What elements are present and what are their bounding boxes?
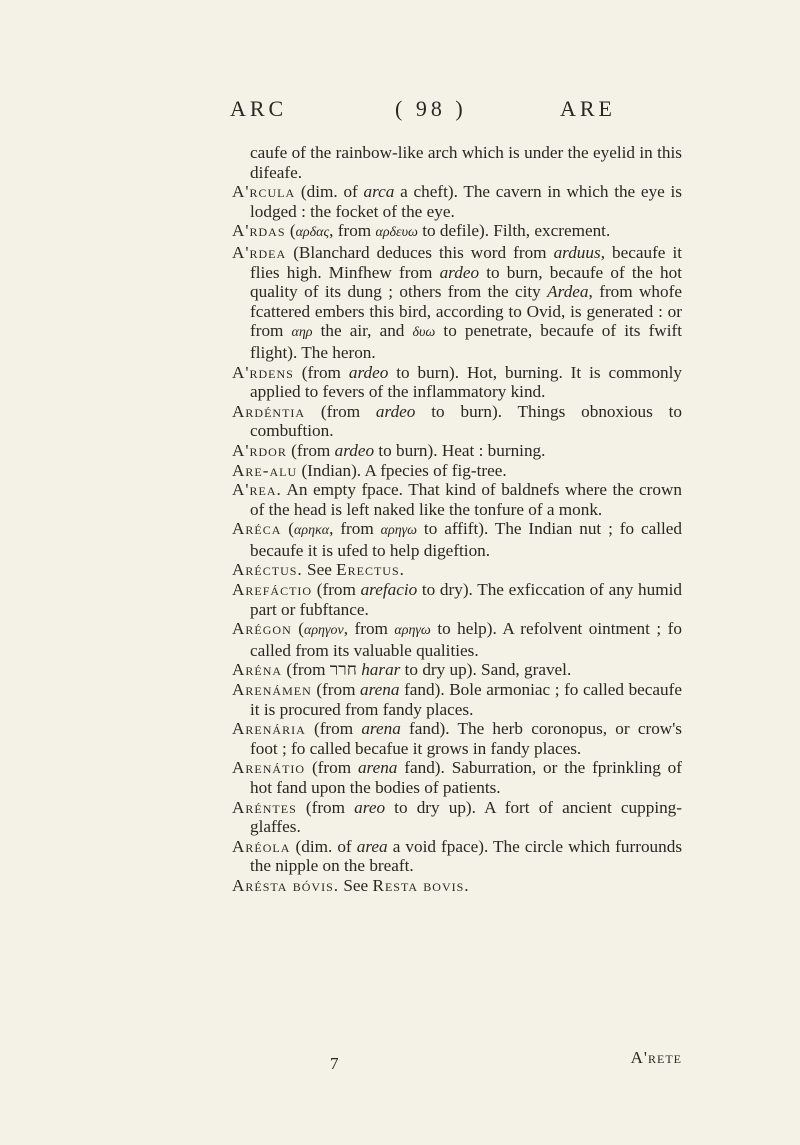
italic-term: area: [356, 836, 388, 856]
entry-text: to burn, becaufe of the hot quality of its dung ; others from the city: [250, 262, 682, 302]
greek-word: αρηγω: [380, 523, 418, 539]
italic-term: ardeo: [375, 401, 416, 421]
headword: A'rdea: [232, 242, 287, 262]
entry-text: See: [302, 560, 337, 580]
entry-ardentia: [232, 402, 682, 441]
hebrew-word: חרר: [329, 660, 357, 680]
entry-text: to defile). Filth, excrement.: [417, 221, 611, 241]
signature-mark: 7: [330, 1054, 339, 1073]
headword: Are-alu: [232, 460, 298, 480]
entry-aresta-bovis: [232, 876, 682, 896]
entry-text: (from: [293, 362, 349, 382]
headword: Arenátio: [232, 758, 306, 778]
entry-ardor: [232, 441, 682, 461]
headword: Aréola: [232, 836, 291, 856]
headword: Aréna: [232, 660, 283, 680]
italic-term: arca: [363, 182, 395, 202]
entry-text: (dim. of: [295, 182, 364, 202]
entry-text: to burn). Things obnoxious to combuftion.: [250, 401, 682, 441]
headword: Aréntes: [232, 797, 297, 817]
running-header: [230, 96, 670, 126]
entry-aregon: [232, 619, 682, 660]
entry-text: An empty fpace. That kind of baldnefs where the crown of the head is left naked like the tonfure of a monk.: [250, 480, 682, 519]
entry-text: , from: [329, 519, 381, 539]
headword: A'rcula: [232, 182, 296, 202]
greek-word: αρηγον: [303, 623, 344, 639]
entry-continuation: [232, 143, 682, 182]
entry-ardea: [232, 243, 682, 363]
entry-text: (from: [312, 580, 361, 600]
dictionary-entries: [232, 143, 682, 896]
page-footer: [232, 1048, 682, 1078]
entry-text: (from: [296, 797, 355, 817]
entry-arcula: [232, 182, 682, 221]
headword: Arésta bóvis.: [232, 875, 340, 895]
cross-reference: Erectus.: [336, 560, 405, 580]
entry-text: (from: [286, 440, 335, 460]
cross-reference: Resta bovis.: [372, 875, 470, 895]
entry-are-alu: [232, 461, 682, 481]
entry-ardens: [232, 363, 682, 402]
greek-word: αηρ: [291, 325, 313, 341]
entry-text: to burn). Hot, burning. It is commonly applied to fevers of the inflammatory kind.: [250, 362, 682, 402]
entry-areola: [232, 837, 682, 876]
headword: A'rdor: [232, 440, 287, 460]
entry-text: a cheft). The cavern in which the eye is lodged : the focket of the eye.: [250, 182, 682, 221]
headword: Aréca: [232, 519, 282, 539]
entry-text: , becaufe it flies high. Minfhew from: [250, 242, 682, 282]
entry-text: See: [339, 875, 373, 895]
italic-term: ardeo: [348, 362, 389, 382]
entry-text: (from: [311, 680, 361, 700]
entry-text: to affift). The Indian nut ; fo called becaufe it is ufed to help digeftion.: [250, 519, 682, 560]
entry-text: to penetrate, becaufe of its fwift flight). The heron.: [250, 321, 682, 362]
entry-arenamen: [232, 680, 682, 719]
entry-arefactio: [232, 580, 682, 619]
entry-text: (Blanchard deduces this word from: [286, 242, 554, 262]
entry-text: (: [285, 221, 296, 241]
greek-word: αρδευω: [375, 225, 418, 241]
entry-text: , from whofe fcattered embers this bird, according to Ovid, is generated : or from: [250, 282, 682, 341]
entry-text: (from: [305, 719, 362, 739]
italic-term: arduus: [553, 242, 601, 262]
entry-arenatio: [232, 758, 682, 797]
entry-text: to burn). Heat : burning.: [374, 440, 546, 460]
italic-term: areo: [354, 797, 386, 817]
headword: Arenámen: [232, 680, 312, 700]
entry-text: fand). The herb coronopus, or crow's foot ; fo called becafue it grows in fandy places.: [250, 719, 682, 758]
entry-text: (Indian). A fpecies of fig-tree.: [297, 460, 507, 480]
entry-text: (: [281, 519, 295, 539]
entry-text: fand). Saburration, or the fprinkling of hot fand upon the bodies of patients.: [250, 758, 682, 797]
italic-term: arena: [360, 680, 400, 700]
entry-arenaria: [232, 719, 682, 758]
italic-term: Ardea: [547, 282, 589, 302]
entry-text: caufe of the rainbow-like arch which is under the eyelid in this difeafe.: [250, 143, 682, 182]
entry-area: [232, 480, 682, 519]
entry-arectus: [232, 560, 682, 580]
page-number: ( 98 ): [395, 96, 467, 121]
entry-text: (dim. of: [290, 836, 357, 856]
entry-text: (from: [282, 660, 330, 680]
italic-term: ardeo: [334, 440, 375, 460]
entry-text: (from: [305, 401, 376, 421]
headword: Arenária: [232, 719, 306, 739]
headword: A'rdas: [232, 221, 286, 241]
entry-text: to dry). The exficcation of any humid part or fubftance.: [250, 580, 682, 619]
greek-word: αρδας: [295, 225, 330, 241]
greek-word: αρηκα: [294, 523, 330, 539]
headword: Aréctus.: [232, 560, 303, 580]
entry-text: , from: [329, 221, 376, 241]
entry-text: to dry up). Sand, gravel.: [400, 660, 572, 680]
italic-term: ardeo: [439, 262, 480, 282]
headword: A'rea.: [232, 480, 282, 500]
headword: Arefáctio: [232, 580, 313, 600]
italic-term: arena: [361, 719, 401, 739]
entry-text: to help). A refolvent ointment ; fo called from its valuable qualities.: [250, 619, 682, 660]
italic-term: harar: [361, 660, 401, 680]
entry-text: , from: [343, 619, 395, 639]
header-right: ARE: [560, 96, 616, 121]
entry-text: to dry up). A fort of ancient cupping-glaffes.: [250, 797, 683, 837]
header-left: ARC: [230, 96, 288, 121]
italic-term: arefacio: [360, 580, 418, 600]
greek-word: αρηγω: [394, 623, 431, 639]
entry-arena: [232, 660, 682, 680]
headword: Arégon: [232, 619, 292, 639]
entry-text: the air, and: [312, 321, 413, 341]
entry-text: (from: [305, 758, 358, 778]
greek-word: δυω: [412, 325, 436, 341]
italic-term: arena: [357, 758, 398, 778]
entry-ardas: [232, 221, 682, 243]
entry-text: (: [291, 619, 304, 639]
entry-text: a void fpace). The circle which furrounds the nipple on the breaft.: [250, 836, 683, 876]
entry-areca: [232, 519, 682, 560]
headword: A'rdens: [232, 362, 294, 382]
headword: Ardéntia: [232, 401, 306, 421]
entry-text: fand). Bole armoniac ; fo called becaufe it is procured from fandy places.: [250, 680, 682, 719]
entry-arentes: [232, 798, 682, 837]
catchword: A'rete: [630, 1048, 682, 1067]
